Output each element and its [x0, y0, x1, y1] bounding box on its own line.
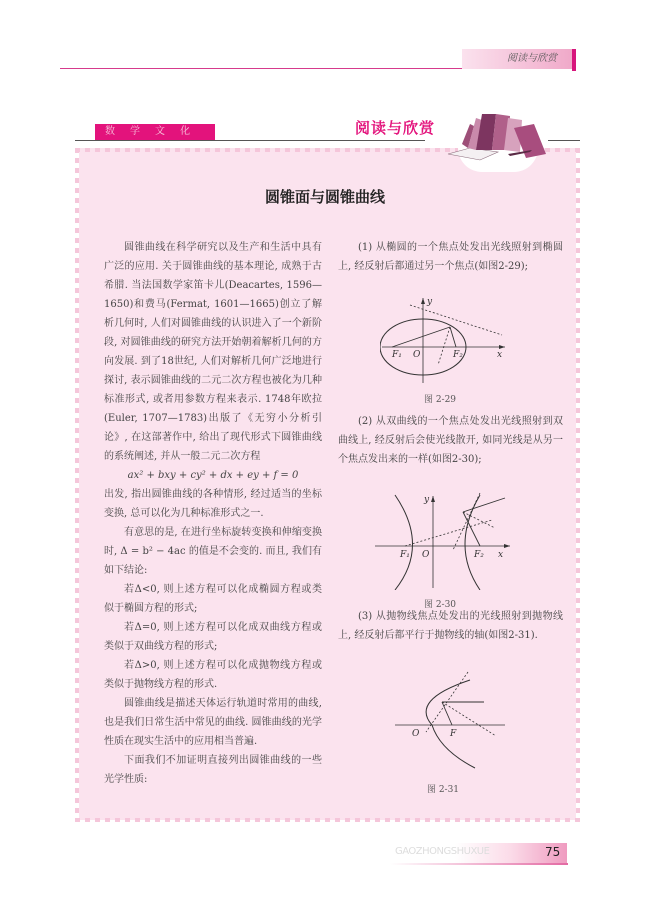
section-rule-left — [75, 140, 425, 141]
left-column — [104, 238, 322, 789]
caption-fig-2-30: 图 2-30 — [423, 600, 457, 610]
optical-property-ellipse: (1) 从椭圆的一个焦点处发出光线照射到椭圆上, 经反射后都通过另一个焦点(如图2-29); — [338, 242, 563, 272]
svg-text:O: O — [413, 350, 421, 360]
header-rule — [60, 68, 462, 69]
paragraph-standard-forms: 出发, 指出圆锥曲线的各种情形, 经过适当的坐标变换, 总可以化为几种标准形式之一. — [104, 489, 322, 519]
running-title: 阅读与欣赏 — [462, 49, 572, 69]
general-equation: ax² + bxy + cy² + dx + ey + f = 0 — [127, 470, 299, 481]
section-title: 阅读与欣赏 — [355, 119, 436, 137]
books-icon — [440, 104, 552, 168]
paragraph-optical-intro: 下面我们不加证明直接列出圆锥曲线的一些光学性质: — [104, 755, 322, 785]
svg-text:y: y — [427, 297, 433, 307]
svg-text:F: F — [450, 729, 457, 739]
header-accent-bar — [572, 49, 576, 71]
paragraph-hyperbola-case: 若Δ=0, 则上述方程可以化成双曲线方程或类似于双曲线方程的形式; — [104, 622, 322, 652]
svg-text:x: x — [498, 550, 504, 560]
category-tab: 数学文化 — [95, 124, 215, 140]
page-number: 75 — [545, 845, 561, 859]
footer-line — [390, 863, 568, 865]
caption-fig-2-29: 图 2-29 — [423, 395, 457, 405]
paragraph-ellipse-case: 若Δ<0, 则上述方程可以化成椭圆方程或类似于椭圆方程的形式; — [104, 584, 322, 614]
svg-text:y: y — [424, 495, 430, 505]
optical-property-hyperbola: (2) 从双曲线的一个焦点处发出光线照射到双曲线上, 经反射后会使光线散开, 如同光线是从另一个焦点发出来的一样(如图2-30); — [338, 416, 563, 465]
paragraph-history: 圆锥曲线在科学研究以及生产和生活中具有广泛的应用. 关于圆锥曲线的基本理论, 成熟于古希腊. 当法国数学家笛卡儿(Deacartes, 1596—1650)和费马(Fermat, 1601—1665)创立了解析几何时, 人们对圆锥曲线的认识进入了一个新阶段, 对圆锥曲线的研究方法开始朝着解析几何的方向发展. 到了18世纪, 人们对解析几何广泛地进行探讨, 表示圆锥曲线的二元二次方程也被化为几种标准形式, 或者用参数方程来表示. 1748年欧拉(Euler, 1707—1783)出版了《无穷小分析引论》, 在这部著作中, 给出了现代形式下圆锥曲线的系统阐述, 并从一般二元二次方程 — [104, 242, 322, 462]
paragraph-discriminant: 有意思的是, 在进行坐标旋转变换和伸缩变换时, Δ = b² − 4ac 的值是不会变的. 而且, 我们有如下结论: — [104, 527, 322, 576]
panel-border-right — [576, 148, 580, 822]
figure-parabola — [390, 670, 510, 780]
footer-brand: GAOZHONGSHUXUE — [395, 846, 490, 857]
label-f1: F₁ — [392, 350, 402, 360]
section-rule-right — [548, 140, 580, 141]
svg-text:F₂: F₂ — [453, 350, 463, 360]
optical-property-parabola: (3) 从抛物线焦点处发出的光线照射到抛物线上, 经反射后都平行于抛物线的轴(如图2-31). — [338, 611, 563, 641]
paragraph-applications: 圆锥曲线是描述天体运行轨道时常用的曲线, 也是我们日常生活中常见的曲线. 圆锥曲线的光学性质在现实生活中的应用相当普遍. — [104, 698, 322, 747]
paragraph-parabola-case: 若Δ>0, 则上述方程可以化成抛物线方程或类似于抛物线方程的形式. — [104, 660, 322, 690]
svg-text:O: O — [422, 550, 430, 560]
caption-fig-2-31: 图 2-31 — [426, 785, 460, 795]
svg-text:O: O — [412, 729, 420, 739]
figure-hyperbola — [370, 490, 515, 590]
article-title: 圆锥面与圆锥曲线 — [264, 188, 385, 206]
svg-text:x: x — [497, 350, 503, 360]
panel-border-bottom — [75, 818, 580, 822]
figure-ellipse — [380, 295, 510, 385]
svg-text:F₁: F₁ — [400, 550, 410, 560]
svg-text:F₂: F₂ — [474, 550, 484, 560]
panel-border-left — [75, 148, 79, 822]
